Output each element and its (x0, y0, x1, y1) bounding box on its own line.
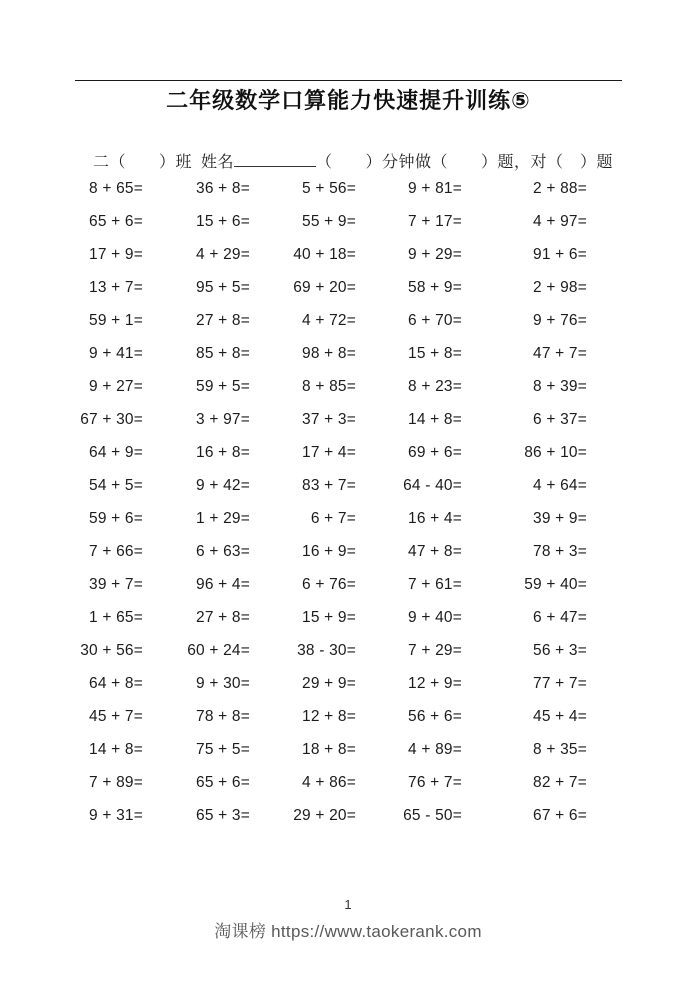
problem-cell: 40 + 18= (293, 245, 356, 263)
problem-cell: 77 + 7= (533, 674, 587, 692)
problem-cell: 18 + 8= (302, 740, 356, 758)
problem-cell: 37 + 3= (302, 410, 356, 428)
problem-cell: 4 + 72= (302, 311, 356, 329)
problem-cell: 7 + 29= (408, 641, 462, 659)
problem-cell: 7 + 17= (408, 212, 462, 230)
problem-cell: 56 + 3= (533, 641, 587, 659)
problem-cell: 17 + 4= (302, 443, 356, 461)
problem-cell: 9 + 27= (89, 377, 143, 395)
problem-cell: 13 + 7= (89, 278, 143, 296)
problem-cell: 76 + 7= (408, 773, 462, 791)
problem-cell: 14 + 8= (408, 410, 462, 428)
problem-cell: 17 + 9= (89, 245, 143, 263)
problem-cell: 9 + 42= (196, 476, 250, 494)
problem-cell: 9 + 31= (89, 806, 143, 824)
problem-cell: 39 + 9= (533, 509, 587, 527)
problem-cell: 65 + 3= (196, 806, 250, 824)
problem-cell: 47 + 7= (533, 344, 587, 362)
problem-cell: 98 + 8= (302, 344, 356, 362)
problem-cell: 65 - 50= (403, 806, 462, 824)
problem-cell: 6 + 37= (533, 410, 587, 428)
problem-cell: 47 + 8= (408, 542, 462, 560)
problem-cell: 59 + 40= (524, 575, 587, 593)
problem-cell: 4 + 89= (408, 740, 462, 758)
timing-label: （ ）分钟做（ ）题，对（ ）题 (316, 154, 614, 171)
problem-cell: 83 + 7= (302, 476, 356, 494)
problem-cell: 6 + 63= (196, 542, 250, 560)
class-label: 二（ ）班 姓名 (93, 154, 235, 171)
problem-cell: 15 + 8= (408, 344, 462, 362)
problem-cell: 2 + 88= (533, 179, 587, 197)
problem-cell: 27 + 8= (196, 311, 250, 329)
problem-cell: 54 + 5= (89, 476, 143, 494)
problem-cell: 64 + 8= (89, 674, 143, 692)
problem-cell: 4 + 29= (196, 245, 250, 263)
problem-cell: 7 + 61= (408, 575, 462, 593)
problem-cell: 9 + 30= (196, 674, 250, 692)
problem-cell: 27 + 8= (196, 608, 250, 626)
problem-cell: 60 + 24= (187, 641, 250, 659)
problem-cell: 16 + 9= (302, 542, 356, 560)
problem-cell: 1 + 29= (196, 509, 250, 527)
name-blank-line (234, 151, 316, 167)
problem-cell: 78 + 3= (533, 542, 587, 560)
problem-cell: 16 + 8= (196, 443, 250, 461)
problem-cell: 59 + 5= (196, 377, 250, 395)
problem-cell: 86 + 10= (524, 443, 587, 461)
problem-cell: 29 + 9= (302, 674, 356, 692)
problem-cell: 16 + 4= (408, 509, 462, 527)
problem-cell: 9 + 76= (533, 311, 587, 329)
problem-cell: 8 + 39= (533, 377, 587, 395)
problem-cell: 7 + 66= (89, 542, 143, 560)
problem-cell: 75 + 5= (196, 740, 250, 758)
problem-cell: 4 + 86= (302, 773, 356, 791)
problem-cell: 6 + 47= (533, 608, 587, 626)
problem-cell: 9 + 40= (408, 608, 462, 626)
problem-cell: 7 + 89= (89, 773, 143, 791)
problem-cell: 96 + 4= (196, 575, 250, 593)
problem-cell: 69 + 6= (408, 443, 462, 461)
problem-cell: 4 + 97= (533, 212, 587, 230)
problem-cell: 64 - 40= (403, 476, 462, 494)
problem-cell: 65 + 6= (196, 773, 250, 791)
problem-cell: 9 + 81= (408, 179, 462, 197)
problem-cell: 85 + 8= (196, 344, 250, 362)
problem-cell: 8 + 65= (89, 179, 143, 197)
problem-cell: 59 + 1= (89, 311, 143, 329)
problem-cell: 12 + 9= (408, 674, 462, 692)
problem-cell: 3 + 97= (196, 410, 250, 428)
problem-cell: 65 + 6= (89, 212, 143, 230)
problem-cell: 91 + 6= (533, 245, 587, 263)
problem-cell: 9 + 29= (408, 245, 462, 263)
problem-cell: 67 + 6= (533, 806, 587, 824)
problem-cell: 39 + 7= (89, 575, 143, 593)
footer-site-link: 淘课榜 https://www.taokerank.com (214, 922, 482, 941)
problem-cell: 6 + 70= (408, 311, 462, 329)
problem-cell: 1 + 65= (89, 608, 143, 626)
problem-cell: 4 + 64= (533, 476, 587, 494)
problem-cell: 58 + 9= (408, 278, 462, 296)
problem-cell: 15 + 6= (196, 212, 250, 230)
header-rule (75, 80, 622, 81)
problem-cell: 82 + 7= (533, 773, 587, 791)
problem-cell: 45 + 4= (533, 707, 587, 725)
problem-cell: 38 - 30= (297, 641, 356, 659)
problem-cell: 64 + 9= (89, 443, 143, 461)
problem-cell: 95 + 5= (196, 278, 250, 296)
problem-cell: 59 + 6= (89, 509, 143, 527)
problem-cell: 9 + 41= (89, 344, 143, 362)
problem-cell: 6 + 7= (310, 509, 356, 527)
problem-cell: 6 + 76= (302, 575, 356, 593)
problem-cell: 8 + 35= (533, 740, 587, 758)
problem-cell: 12 + 8= (302, 707, 356, 725)
page-title: 二年级数学口算能力快速提升训练⑤ (166, 88, 531, 113)
problem-cell: 55 + 9= (302, 212, 356, 230)
problem-cell: 15 + 9= (302, 608, 356, 626)
problem-cell: 45 + 7= (89, 707, 143, 725)
problem-cell: 69 + 20= (293, 278, 356, 296)
problem-cell: 36 + 8= (196, 179, 250, 197)
problem-cell: 8 + 85= (302, 377, 356, 395)
problem-cell: 2 + 98= (533, 278, 587, 296)
problem-cell: 29 + 20= (293, 806, 356, 824)
page-number: 1 (344, 897, 352, 912)
problem-cell: 67 + 30= (80, 410, 143, 428)
problems-grid (75, 172, 587, 832)
problem-cell: 78 + 8= (196, 707, 250, 725)
problem-cell: 56 + 6= (408, 707, 462, 725)
problem-cell: 8 + 23= (408, 377, 462, 395)
problem-cell: 5 + 56= (302, 179, 356, 197)
problem-cell: 14 + 8= (89, 740, 143, 758)
problem-cell: 30 + 56= (80, 641, 143, 659)
